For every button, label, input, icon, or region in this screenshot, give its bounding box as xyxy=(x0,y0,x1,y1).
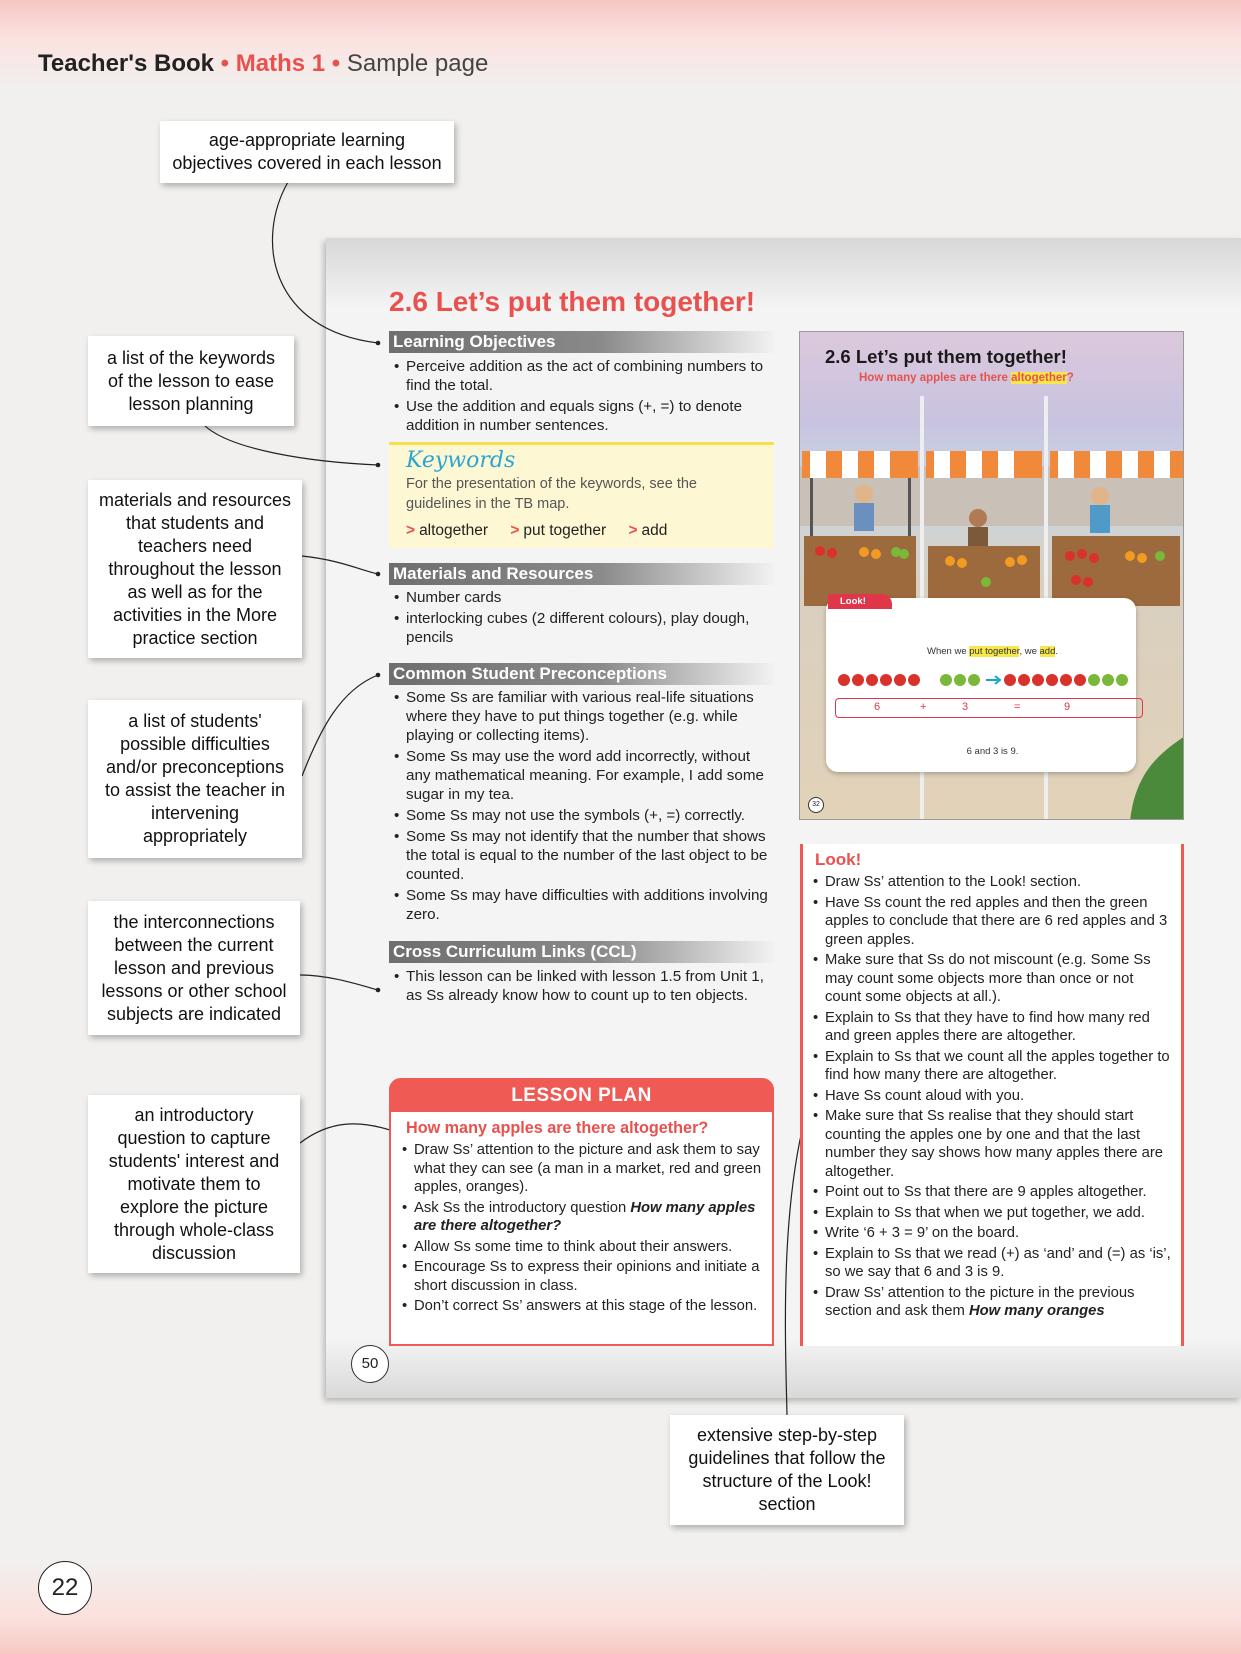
market-stall xyxy=(926,451,1042,478)
list-item xyxy=(402,1199,770,1236)
preconceptions-heading: Common Student Preconceptions xyxy=(389,663,774,685)
look-sentence-text: . xyxy=(1055,646,1058,657)
vendor-figure xyxy=(854,485,874,531)
lesson-title: 2.6 Let’s put them together! xyxy=(389,286,756,317)
equation-sentence: 6 and 3 is 9. xyxy=(966,746,1019,757)
illustration-question-text: How many apples are there xyxy=(859,372,1012,384)
objectives-heading: Learning Objectives xyxy=(389,331,774,353)
keyword: altogether xyxy=(419,522,489,539)
lesson-plan-heading: LESSON PLAN xyxy=(389,1078,774,1112)
vendor-figure xyxy=(968,509,988,551)
keyword-marker: > xyxy=(628,522,638,539)
list-item-question: How many oranges xyxy=(968,1303,1105,1319)
look-sentence-text: , we xyxy=(1019,646,1040,657)
look-sentence-highlight: add xyxy=(1039,646,1056,657)
keywords-list xyxy=(406,522,685,540)
connector-ccl xyxy=(300,975,378,990)
look-tab: Look! xyxy=(828,594,892,609)
look-heading: Look! xyxy=(815,850,862,869)
connector-dot xyxy=(376,341,381,346)
keyword: add xyxy=(641,522,668,539)
preconceptions-list xyxy=(394,688,772,926)
illustration-title: 2.6 Let’s put them together! xyxy=(825,346,1067,367)
connector-keywords xyxy=(204,425,378,465)
callout-keywords: a list of the keywords of the lesson to ease lesson planning xyxy=(88,336,294,426)
list-item: • Explain to Ss that we read (+) as ‘and’ and (=) as ‘is’, so we say that 6 and 3 is 9. xyxy=(813,1245,1173,1282)
look-list xyxy=(813,873,1173,1323)
list-item: • Number cards xyxy=(394,588,772,607)
list-item: • Encourage Ss to express their opinions and initiate a short discussion in class. xyxy=(402,1258,770,1295)
equation-box xyxy=(835,698,1143,718)
list-item: • Have Ss count the red apples and then the green apples to conclude that there are 6 red apples and 3 green apples. xyxy=(813,894,1173,950)
red-apples xyxy=(838,674,920,686)
list-item: • Draw Ss’ attention to the Look! section. xyxy=(813,873,1173,892)
callout-preconceptions: a list of students' possible difficulties and/or preconceptions to assist the teacher in intervening appropriately xyxy=(88,700,302,858)
list-item: • Some Ss may use the word add incorrectly, without any mathematical meaning. For example, I add some sugar in my tea. xyxy=(394,747,772,804)
keyword-marker: > xyxy=(406,522,416,539)
connector-dot xyxy=(376,988,381,993)
equation-operator: + xyxy=(920,701,927,713)
callout-interconnections: the interconnections between the current lesson and previous lessons or other school subjects are indicated xyxy=(88,901,300,1035)
list-item: • Have Ss count aloud with you. xyxy=(813,1087,1173,1106)
keyword: put together xyxy=(523,522,607,539)
kind-label: Sample page xyxy=(346,50,489,77)
list-item: • Point out to Ss that there are 9 apples altogether. xyxy=(813,1183,1173,1202)
equation-term: 6 xyxy=(874,701,881,713)
list-item: • Explain to Ss that they have to find how many red and green apples there are altogether. xyxy=(813,1009,1173,1046)
list-item: • This lesson can be linked with lesson 1.5 from Unit 1, as Ss already know how to count up to ten objects. xyxy=(394,967,772,1005)
list-item: • Draw Ss’ attention to the picture and ask them to say what they can see (a man in a market, red and green apples, oranges). xyxy=(402,1141,770,1197)
ccl-list xyxy=(394,967,772,1007)
page-number: 22 xyxy=(38,1561,92,1615)
list-item: • Explain to Ss that we count all the apples together to find how many there are altogether. xyxy=(813,1048,1173,1085)
connector-question xyxy=(300,1124,393,1143)
objectives-list xyxy=(394,357,772,437)
connector-dot xyxy=(376,463,381,468)
illustration-page-number: 32 xyxy=(808,797,824,813)
green-apples xyxy=(1088,674,1128,686)
list-item: • Some Ss are familiar with various real-life situations where they have to put things together (e.g. while playing or collecting items). xyxy=(394,688,772,745)
keyword-marker: > xyxy=(510,522,520,539)
list-item: • Don’t correct Ss’ answers at this stage of the lesson. xyxy=(402,1297,770,1316)
equation-operator: = xyxy=(1014,701,1021,713)
list-item: • Make sure that Ss realise that they should start counting the apples one by one and that the last number they say shows how many apples there are altogether. xyxy=(813,1107,1173,1181)
look-sentence-highlight: put together xyxy=(969,646,1020,657)
subject-label: Maths 1 xyxy=(235,50,326,77)
list-item: • Some Ss may have difficulties with additions involving zero. xyxy=(394,886,772,924)
callout-materials: materials and resources that students and teachers need throughout the lesson as well as for the activities in the More practice section xyxy=(88,480,302,658)
list-item xyxy=(813,1284,1173,1321)
student-book-illustration xyxy=(799,331,1184,820)
illustration-question-highlight: altogether xyxy=(1011,372,1067,384)
callout-question: an introductory question to capture students' interest and motivate them to explore the picture through whole-class discussion xyxy=(88,1095,300,1273)
list-item-question: How many apples are there altogether? xyxy=(414,1199,756,1234)
materials-list xyxy=(394,588,772,649)
green-apples xyxy=(940,674,980,686)
list-item: • Make sure that Ss do not miscount (e.g. Some Ss may count some objects more than once or not count some objects at all.). xyxy=(813,951,1173,1007)
header-separator: • xyxy=(331,50,341,77)
callout-guidelines: extensive step-by-step guidelines that follow the structure of the Look! section xyxy=(670,1415,904,1525)
connector-dot xyxy=(376,673,381,678)
equation-result: 9 xyxy=(1064,701,1071,713)
connector-preconceptions xyxy=(302,675,378,776)
arrow-icon xyxy=(986,676,1000,684)
list-item: • interlocking cubes (2 different colours), play dough, pencils xyxy=(394,609,772,647)
connector-materials xyxy=(302,556,378,574)
header-separator: • xyxy=(220,50,230,77)
keywords-heading: Keywords xyxy=(406,448,516,473)
keywords-note: For the presentation of the keywords, see the guidelines in the TB map. xyxy=(406,476,697,512)
apple-row xyxy=(836,672,1136,688)
vendor-figure xyxy=(1090,487,1110,533)
ccl-heading: Cross Curriculum Links (CCL) xyxy=(389,941,774,963)
illustration-question xyxy=(859,372,1074,384)
list-item: • Use the addition and equals signs (+, =) to denote addition in number sentences. xyxy=(394,397,772,435)
book-label: Teacher's Book xyxy=(38,50,214,77)
look-sentence-text: When we xyxy=(927,646,970,657)
callout-objectives: age-appropriate learning objectives covered in each lesson xyxy=(160,121,454,183)
connector-dot xyxy=(376,572,381,577)
connector-objectives xyxy=(272,182,378,343)
sample-page-number: 50 xyxy=(351,1345,389,1383)
list-item: • Allow Ss some time to think about their answers. xyxy=(402,1238,770,1257)
list-item: • Some Ss may not use the symbols (+, =) correctly. xyxy=(394,806,772,825)
list-item: • Perceive addition as the act of combining numbers to find the total. xyxy=(394,357,772,395)
illustration-question-end: ? xyxy=(1066,372,1074,384)
red-apples xyxy=(1004,674,1086,686)
look-sentence xyxy=(800,646,1184,657)
market-stall xyxy=(1050,451,1183,478)
materials-heading: Materials and Resources xyxy=(389,563,774,585)
list-item: • Some Ss may not identify that the number that shows the total is equal to the number of the last object to be counted. xyxy=(394,827,772,884)
lesson-plan-list xyxy=(402,1141,770,1318)
list-item: • Write ‘6 + 3 = 9’ on the board. xyxy=(813,1224,1173,1243)
list-item-text: Draw Ss’ attention to the picture in the previous section and ask them xyxy=(825,1284,1135,1319)
list-item: • Explain to Ss that when we put together, we add. xyxy=(813,1204,1173,1223)
list-item-text: Ask Ss the introductory question xyxy=(414,1199,631,1216)
lesson-plan-question: How many apples are there altogether? xyxy=(406,1119,709,1137)
equation-term: 3 xyxy=(962,701,969,713)
